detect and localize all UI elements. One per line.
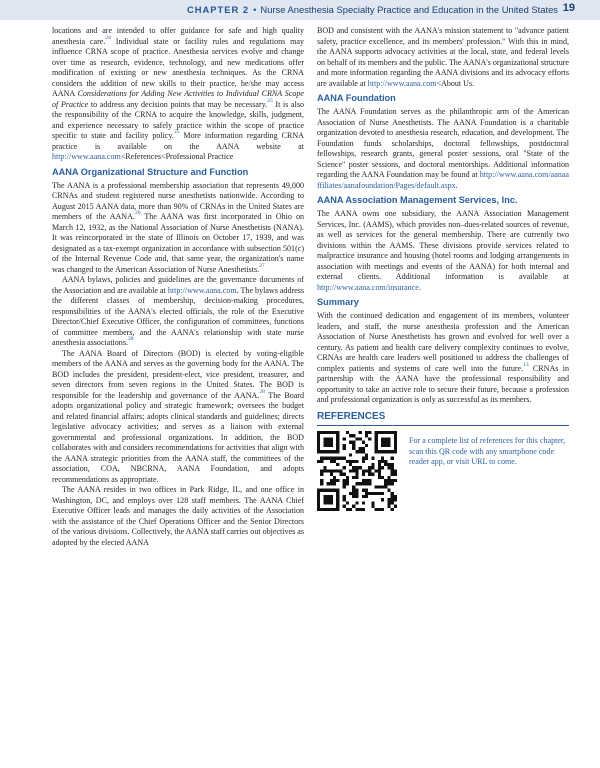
insurance-link[interactable]: http://www.aana.com/insurance	[317, 282, 419, 292]
foundation-link[interactable]: http://www.aana.com/aanaaffiliates/aanafoundation/Pages/default.aspx	[317, 170, 569, 190]
references-block	[317, 431, 569, 511]
aana-link[interactable]: http://www.aana.com	[367, 78, 437, 88]
paragraph: The AANA Foundation serves as the philanthropic arm of the American Association of Nurse Anesthetists. The AANA Foundation is a charitable organization devoted to anesthesia research, education, and development. The Foundation funds scholarships, doctoral fellowships, postdoctoral fellowships, research grants, general poster sessions, oral "State of the Science" poster sessions, and doctoral mentorships. Additional information regarding the AANA Foundation may be found at http://www.aana.com/aanaaffiliates/aanafoundation/Pages/default.aspx.	[317, 107, 569, 190]
section-heading-management: AANA Association Management Services, Inc.	[317, 195, 518, 205]
paragraph: With the continued dedication and engagement of its members, volunteer leaders, and staff, the nurse anesthesia profession and the American Association of Nurse Anesthetists has grown and evolved for well over a century. As patient and health care delivery complexity continues to evolve, CRNAs are health care leaders well positioned to address the challenges of complex patients and systems of care well into the future.$^{13}$ CRNAs in partnership with the AANA have the professional responsibility and opportunity to take an active role to secure their future, because a profession and professional organization is only as successful as its members.	[317, 311, 569, 404]
paragraph: The AANA is a professional membership association that represents 49,000 CRNAs and student registered nurse anesthetists nationwide. According to August 2015 AANA data, more than 90% of CRNAs in the United States are members of the AANA.$^{26}$ The AANA was first incorporated in Ohio on March 12, 1932, as the National Association of Nurse Anesthetists (NANA). It was reincorporated in the state of Illinois on October 17, 1939, and was designated as a tax-exempt organization in accordance with subsection 501(c) of the Internal Revenue Code and, that same year, the organization's name was changed to the American Association of Nurse Anesthetists.$^{27}$	[52, 180, 304, 274]
right-column	[317, 26, 569, 511]
section-heading-foundation: AANA Foundation	[317, 93, 396, 103]
paragraph: BOD and consistent with the AANA's mission statement to "advance patient safety, practice excellence, and its members' profession." With this in mind, the AANA supports advocacy activities at the local, state, and federal levels on behalf of its members and the public. The AANA's organizational structure and more information regarding the AANA divisions and its advocacy efforts are available at http://www.aana.com<About Us.	[317, 26, 569, 88]
aana-link[interactable]: http://www.aana.com	[52, 152, 121, 161]
page-header	[0, 0, 600, 20]
paragraph: locations and are intended to offer guidance for safe and high quality anesthesia care.$^{24}$ Individual state or facility rules and regulations may influence CRNA scope of practice. Anesthesia services evolve and change over time as research, evidence, technology, and new medications offer modification of existing or new anesthesia techniques. As the CRNA considers the addition of new skills to their practice, he/she may access AANA Considerations for Adding New Activities to Individual CRNA Scope of Practice to address any decision points that may be necessary.$^{25}$ It is also the responsibility of the CRNA to acquire the knowledge, skills, judgment, and experience necessary to safely practice within the scope of practice specific to state and facility policy.$^{25}$ More information regarding CRNA practice is available on the AANA website at http://www.aana.com<References<Professional Practice	[52, 26, 305, 161]
left-column	[52, 26, 304, 548]
section-heading-summary: Summary	[317, 297, 359, 307]
running-head	[187, 4, 558, 15]
section-heading-org: AANA Organizational Structure and Function	[52, 166, 249, 177]
paragraph: The AANA owns one subsidiary, the AANA Association Management Services, Inc. (AAMS), which provides non–dues-related sources of revenue, as well as services for the general membership. There are currently two divisions within the AAMS. These divisions provide services related to malpractice insurance and housing (hotel rooms and lodging arrangements in association with meetings and events of the AANA) for both internal and external clients. Additional information is available at http://www.aana.com/insurance.	[317, 209, 569, 292]
chapter-title: Nurse Anesthesia Specialty Practice and Education in the United States	[260, 4, 558, 15]
aana-link[interactable]: http://www.aana.com	[167, 285, 237, 295]
separator-bullet: •	[253, 4, 257, 15]
references-note: For a complete list of references for this chapter, scan this QR code with any smartphone code reader app, or visit URL to come.	[409, 436, 566, 466]
references-heading: REFERENCES	[317, 410, 386, 422]
references-rule	[317, 425, 569, 426]
paragraph: The AANA resides in two offices in Park Ridge, IL, and one office in Washington, DC, and employs over 128 staff members. The AANA Chief Executive Officer leads and manages the daily activities of the Association with the assistance of the Chief Operations Officer and the Senior Directors of the various divisions. Collectively, the AANA staff carries out objectives as adopted by the elected AANA	[52, 485, 304, 547]
paragraph: The AANA Board of Directors (BOD) is elected by voting-eligible members of the AANA and serves as the governing body for the AANA. The BOD includes the president, president-elect, vice president, treasurer, and seven directors from seven regions in the United States. The BOD is responsible for the leadership and governance of the AANA.$^{28}$ The Board adopts organizational policy and strategic framework; oversees the budget and related financial affairs; adopts clinical standards and guidelines; directs legislative advocacy activities; and serves as a liaison with external governmental and professional organizations. In addition, the BOD collaborates with and considers recommendations for activities that align with the AANA strategic priorities from the AANA staff, the committees of the association, COA, NBCRNA, AANA Foundation, and adopts recommendations as appropriate.	[52, 348, 305, 484]
page-number: 19	[562, 2, 575, 14]
chapter-label: CHAPTER 2	[186, 4, 250, 15]
paragraph: AANA bylaws, policies and guidelines are the governance documents of the Association and are available at http://www.aana.com. The bylaws address the different classes of membership, decision-making procedures, responsibilities of the AANA's elected officials, the role of the Executive Director/Chief Executive Officer, the configuration of committees, functions of committee members, and the AANA's relationship with state nurse anesthesia associations.$^{28}$	[52, 275, 304, 347]
qr-code-icon[interactable]	[317, 431, 397, 511]
